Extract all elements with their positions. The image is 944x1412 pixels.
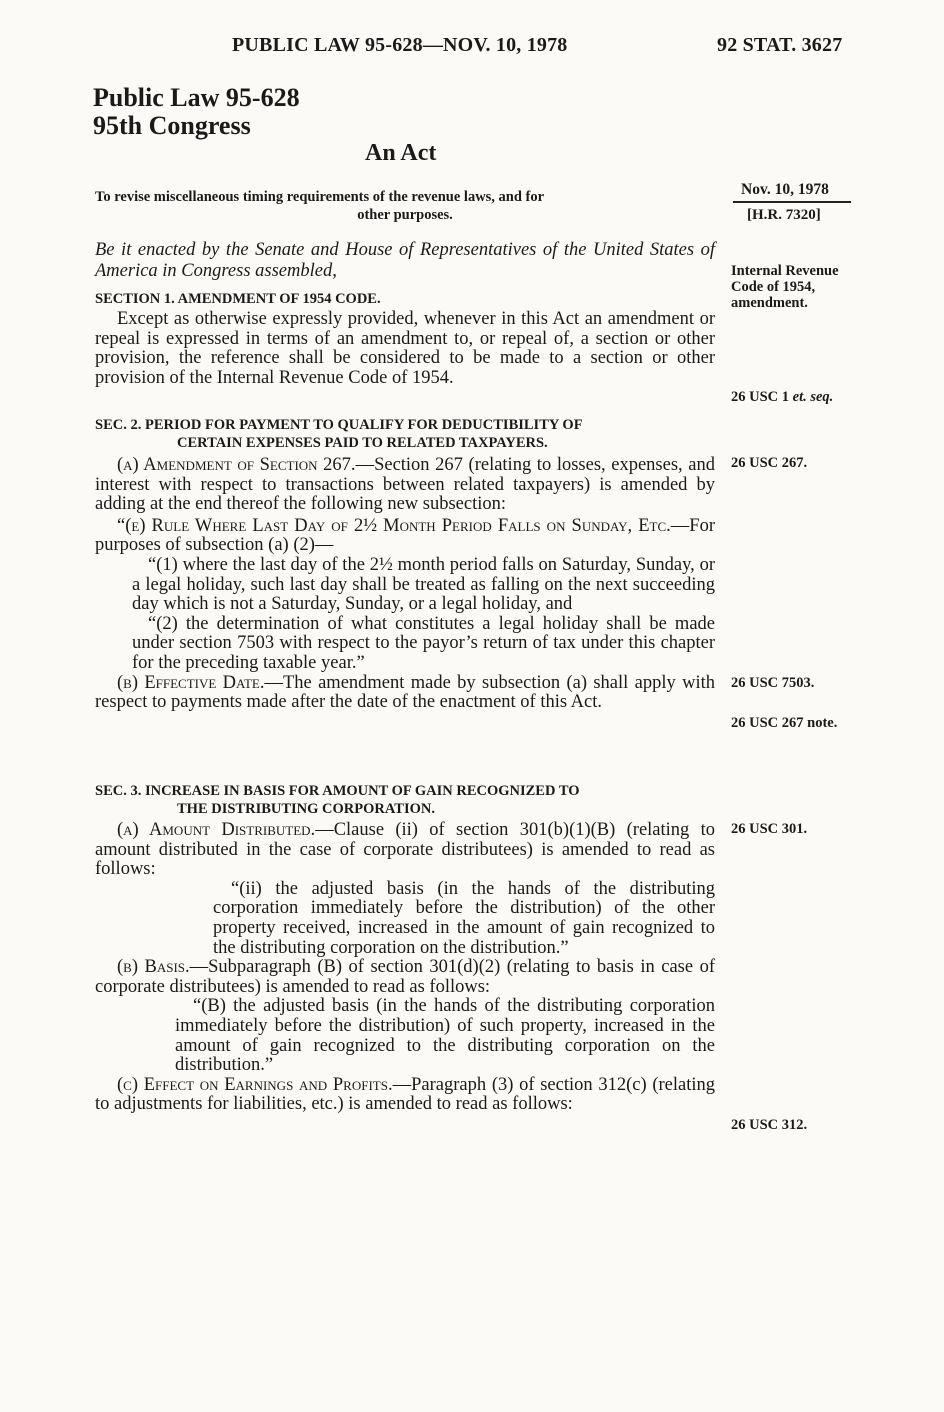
sec2-e-label: “(e) Rule Where Last Day of 2½ Month Period Falls on Sunday, Etc.	[117, 515, 671, 536]
running-header-left: PUBLIC LAW 95-628—NOV. 10, 1978	[232, 34, 568, 56]
sec2-e-para-2: “(2) the determination of what constitutes a legal holiday shall be made under section 7503 with respect to the payor’s return of tax under this chapter for the preceding taxable year.”	[132, 613, 715, 673]
sec2-e-text: —For purposes of subsection (a) (2)—	[95, 515, 715, 556]
running-header-page: 92 STAT. 3627	[717, 34, 843, 56]
sec3-b-quote: “(B) the adjusted basis (in the hands of the distributing corporation immediately before the distribution) of such property, increased in the amount of gain recognized to the distributing corporation on the distribution.”	[175, 996, 715, 1076]
sec3-heading-line-2: THE DISTRIBUTING CORPORATION.	[177, 801, 435, 817]
law-number: Public Law 95-628	[93, 83, 300, 112]
margin-usc-267: 26 USC 267.	[731, 455, 808, 471]
margin-usc-312: 26 USC 312.	[731, 1117, 808, 1133]
sec2-b-para	[95, 674, 715, 713]
sec3-heading	[95, 782, 715, 818]
law-title-block	[93, 84, 300, 140]
sec3-a-para	[95, 821, 715, 880]
margin-bill: [H.R. 7320]	[747, 207, 821, 223]
margin-usc-1	[731, 389, 833, 405]
sec3-b-para	[95, 958, 715, 997]
enacting-clause: Be it enacted by the Senate and House of Representatives of the United States of America in Congress assembled,	[95, 240, 715, 281]
margin-usc-7503: 26 USC 7503.	[731, 675, 815, 691]
sec3-a-label: (a) Amount Distributed.	[117, 820, 316, 840]
margin-usc-267-note: 26 USC 267 note.	[731, 715, 838, 731]
sec2-a-label: (a) Amendment of Section 267.	[117, 455, 356, 475]
sec3-a-text: —Clause (ii) of section 301(b)(1)(B) (relating to amount distributed in the case of corporate distributees) is amended to read as follows:	[95, 820, 716, 880]
purpose-line-1: To revise miscellaneous timing requirements of the revenue laws, and for	[95, 189, 545, 205]
margin-usc-301: 26 USC 301.	[731, 821, 808, 837]
sec2-heading	[95, 416, 715, 452]
purpose-line-2: other purposes.	[357, 207, 453, 223]
sec2-a-para	[95, 456, 715, 515]
congress: 95th Congress	[93, 111, 251, 140]
sec3-body	[95, 821, 715, 1115]
sec3-c-text: —Paragraph (3) of section 312(c) (relating to adjustments for liabilities, etc.) is amended to read as follows:	[95, 1074, 715, 1115]
margin-date-rule	[733, 201, 851, 203]
sec2-heading-line-2: CERTAIN EXPENSES PAID TO RELATED TAXPAYERS.	[177, 435, 548, 451]
sec3-c-para	[95, 1076, 715, 1115]
sec1-text: Except as otherwise expressly provided, whenever in this Act an amendment or repeal is expressed in terms of an amendment to, or repeal of, a section or other provision, the reference shall be considered to be made to a section or other provision of the Internal Revenue Code of 1954.	[95, 309, 715, 388]
margin-usc-1-suffix: et. seq.	[792, 389, 834, 405]
sec3-b-label: (b) Basis.	[117, 957, 190, 978]
margin-irc-amendment: Internal Revenue Code of 1954, amendment.	[731, 263, 839, 311]
sec3-a-quote: “(ii) the adjusted basis (in the hands of the distributing corporation immediately before the distribution) of the other property received, increased in the amount of gain recognized to the distributing corporation on the distribution.”	[213, 878, 715, 958]
sec3-heading-line-1: SEC. 3. INCREASE IN BASIS FOR AMOUNT OF GAIN RECOGNIZED TO	[95, 783, 580, 799]
sec2-b-text: —The amendment made by subsection (a) shall apply with respect to payments made after the date of the enactment of this Act.	[95, 672, 715, 713]
sec1-heading: SECTION 1. AMENDMENT OF 1954 CODE.	[95, 291, 381, 307]
sec2-a	[95, 456, 715, 713]
act-title: An Act	[365, 140, 437, 166]
margin-date: Nov. 10, 1978	[741, 181, 829, 198]
sec2-a-text: —Section 267 (relating to losses, expenses, and interest with respect to transactions between related taxpayers) is amended by adding at the end thereof the following new subsection:	[95, 455, 715, 515]
sec2-e-para	[95, 517, 715, 556]
sec3-c-label: (c) Effect on Earnings and Profits.	[117, 1074, 393, 1095]
margin-usc-1-ref: 26 USC 1	[731, 389, 790, 405]
purpose-clause	[95, 188, 715, 224]
sec3-b-text: —Subparagraph (B) of section 301(d)(2) (relating to basis in case of corporate distributees) is amended to read as follows:	[95, 957, 715, 997]
sec2-heading-line-1: SEC. 2. PERIOD FOR PAYMENT TO QUALIFY FOR DEDUCTIBILITY OF	[95, 417, 583, 433]
sec2-b-label: (b) Effective Date.	[117, 672, 265, 693]
sec2-e-para-1: “(1) where the last day of the 2½ month period falls on Saturday, Sunday, or a legal holiday, such last day shall be treated as falling on the next succeeding day which is not a Saturday, Sunday, or a legal holiday, and	[132, 554, 715, 615]
